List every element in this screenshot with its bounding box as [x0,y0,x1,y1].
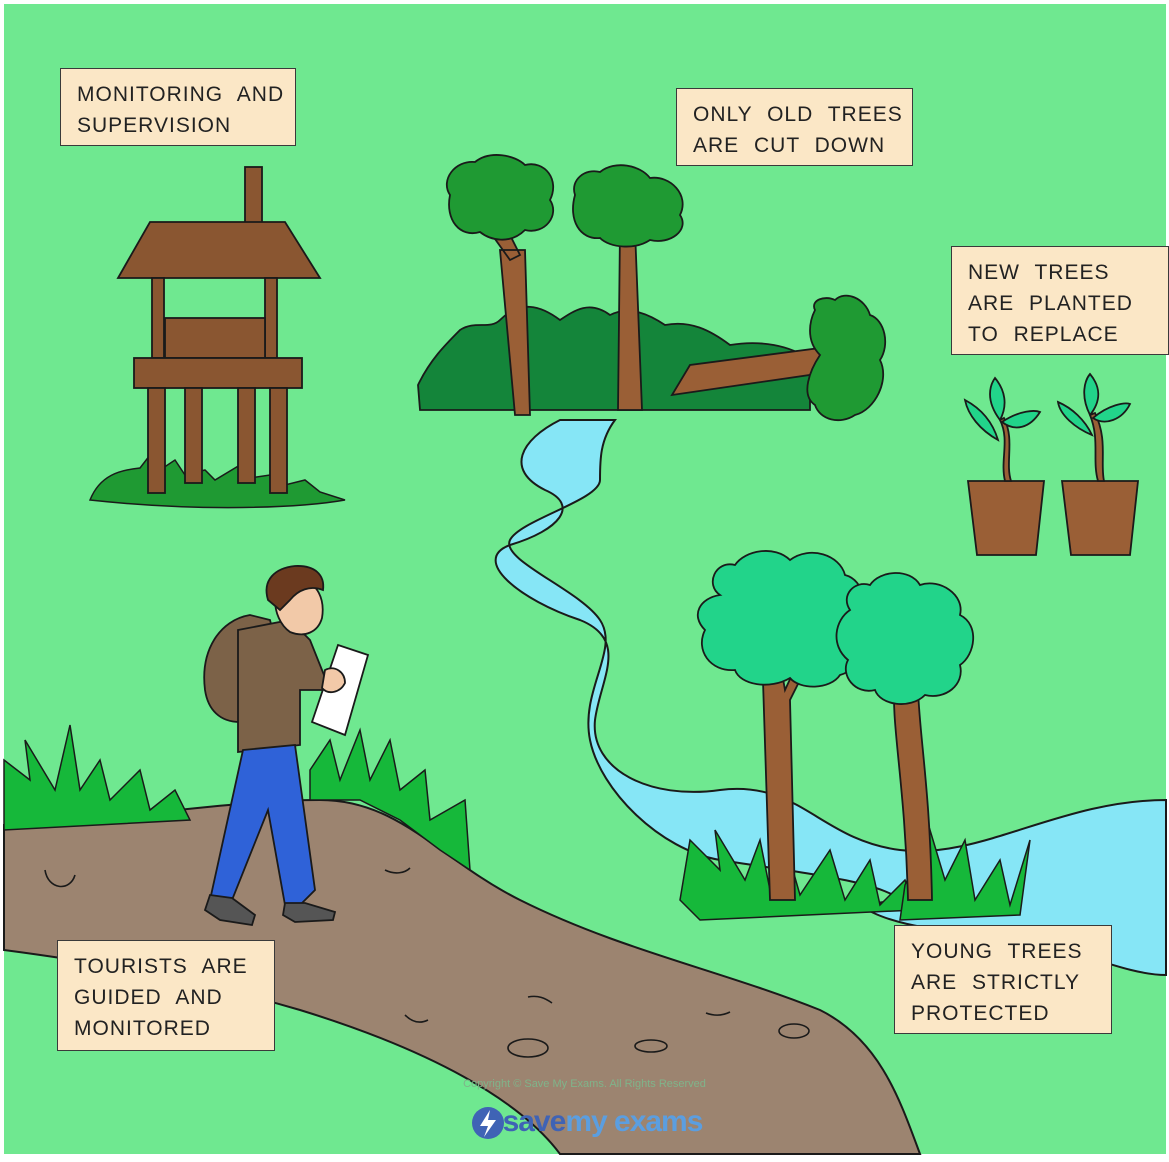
label-line: YOUNG TREES [911,940,1083,963]
brand-text-save: save [502,1105,566,1138]
label-line: ONLY OLD TREES [693,103,903,126]
label-line: NEW TREES [968,261,1110,284]
label-line: GUIDED AND [74,986,223,1009]
label-new-trees-planted [951,246,1169,355]
label-old-trees-cut [676,88,913,166]
label-line: SUPERVISION [77,114,232,137]
label-line: MONITORED [74,1017,211,1040]
label-tourists-guided [57,940,275,1051]
label-line: PROTECTED [911,1002,1050,1025]
label-line: ARE STRICTLY [911,971,1080,994]
label-line: ARE CUT DOWN [693,134,886,157]
label-monitoring-supervision [60,68,296,146]
label-line: TOURISTS ARE [74,955,248,978]
label-line: MONITORING AND [77,83,285,106]
label-line: ARE PLANTED [968,292,1133,315]
copyright-notice: Copyright © Save My Exams. All Rights Reserved [463,1078,706,1090]
label-young-trees-protected [894,925,1112,1034]
brand-text-myexams: my exams [565,1105,703,1138]
label-line: TO REPLACE [968,323,1119,346]
brand-logo [0,1105,1169,1139]
